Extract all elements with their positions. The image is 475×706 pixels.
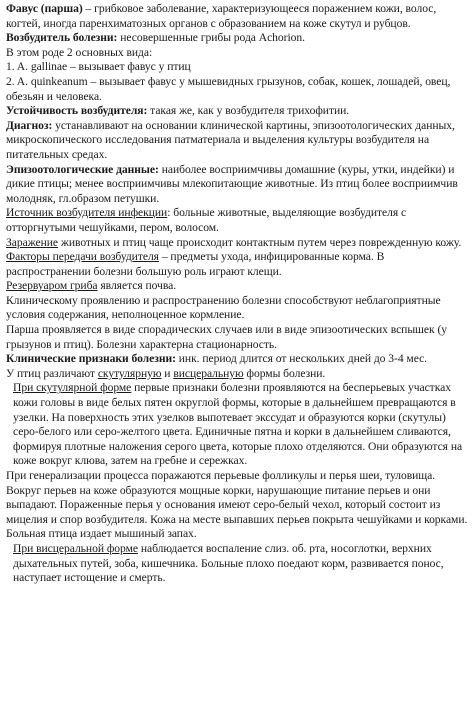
term-favus: Фавус (парша) [6,2,83,15]
diagnosis-text: устанавливают на основании клинической картины, эпизоотологических данных, микроскопического исследования патматериала и выделения культуры возбудителя на питательных средах. [6,118,455,161]
paragraph-visceral-form [6,542,471,586]
label-visceral-form: При висцеральной форме [13,541,138,555]
paragraph-reservoir [6,279,471,294]
infection-text: животных и птиц чаще происходит контактным путем через поврежденную кожу. [58,235,462,249]
infection-source-text: : больные животные, выделяющие возбудителя с отторгнутыми чешуйками, пером, волосом. [6,206,407,234]
label-reservoir: Резервуаром гриба [6,279,98,293]
visceral-form-text: наблюдается воспаление слиз. об. рта, носоглотки, верхних дыхательных путей, зоба, кишечника. Больные плохо поедают корм, развивается понос, наступает истощение и смерть. [13,541,444,585]
paragraph-infection-source [6,206,471,235]
paragraph-predisposition: Клиническому проявлению и распространению болезни способствуют неблагоприятные условия содержания, неполноценное кормление. [6,293,441,322]
paragraph-transmission [6,250,471,279]
label-resistance: Устойчивость возбудителя: [6,104,148,118]
paragraph-species-intro: В этом роде 2 основных вида: [6,45,153,59]
label-transmission: Факторы передачи возбудителя [6,250,159,264]
term-visceral: висцеральную [173,366,244,380]
transmission-text: – предметы ухода, инфицированные корма. В распространении болезни большую роль играют клещи. [6,250,385,278]
label-epizootology: Эпизоотологические данные: [6,162,159,176]
paragraph-diagnosis [6,119,471,163]
paragraph-resistance [6,104,471,119]
paragraph-scutular-form [6,381,471,469]
list-item-species-1: 1. A. gallinae – вызывает фавус у птиц [6,60,191,74]
reservoir-text: является почва. [97,279,177,293]
pathogen-text: несовершенные грибы рода Achorion. [117,31,305,45]
definition-text: – грибковое заболевание, характеризующееся поражением кожи, волос, когтей, иногда паренхиматозных органов с образованием на коже скутул и рубцов. [6,2,437,30]
paragraph-epizootology [6,163,471,207]
forms-suffix: формы болезни. [243,366,326,380]
paragraph-generalization: При генерализации процесса поражаются перьевые фолликулы и перья шеи, туловища. Вокруг перьев на коже образуются мощные корки, нарушающие питание перьев и они выпадают. Пораженные перья у основания имеют серо-белый чехол, который состоит из мицелия и спор возбудителя. Кожа на месте выпавших перьев покрыта чешуйками и корками. Больная птица издает мышиный запах. [6,469,468,541]
paragraph-forms [6,367,471,382]
label-diagnosis: Диагноз: [6,118,53,132]
clinical-signs-text: инк. период длится от нескольких дней до 3-4 мес. [175,352,428,366]
label-infection-source: Источник возбудителя инфекции [6,206,168,220]
label-pathogen: Возбудитель болезни: [6,31,118,45]
term-scutular: скутулярную [97,366,162,380]
paragraph-pathogen [6,31,471,46]
label-clinical-signs: Клинические признаки болезни: [6,352,176,366]
scutular-form-text: первые признаки болезни проявляются на бесперьевых участках кожи головы в виде белых пятен округлой формы, которые в дальнейшем превращаются в узелки. На поверхность этих узелков выпотевает экссудат и образуются корки (скутулы) серо-белого или серо-желтого цвета. Единичные пятна и корки в дальнейшем сливаются, формируя плотные наложения серого цвета, которые плохо отделяются. Они образуются на коже вокруг клюва, затем на гребне и сережках. [13,381,463,468]
paragraph-clinical-signs [6,352,471,367]
forms-mid: и [161,366,174,380]
label-infection: Заражение [6,235,59,249]
paragraph-definition [6,2,471,31]
resistance-text: такая же, как у возбудителя трихофитии. [147,104,350,118]
forms-prefix: У птиц различают [6,366,98,380]
paragraph-manifestation: Парша проявляется в виде спорадических случаев или в виде эпизоотических вспышек (у грызунов и птиц). Болезни характерна стационарность. [6,323,448,351]
list-item-species-2: 2. A. quinkeanum – вызывает фавус у мышевидных грызунов, собак, кошек, лошадей, овец, обезьян и человека. [6,74,451,103]
label-scutular-form: При скутулярной форме [13,381,132,395]
paragraph-infection [6,236,471,251]
epizootology-text: наиболее восприимчивы домашние (куры, утки, индейки) и дикие птицы; менее восприимчивы млекопитающие животные. Из птиц более восприимчив молодняк, гл.образом петушки. [6,162,458,205]
